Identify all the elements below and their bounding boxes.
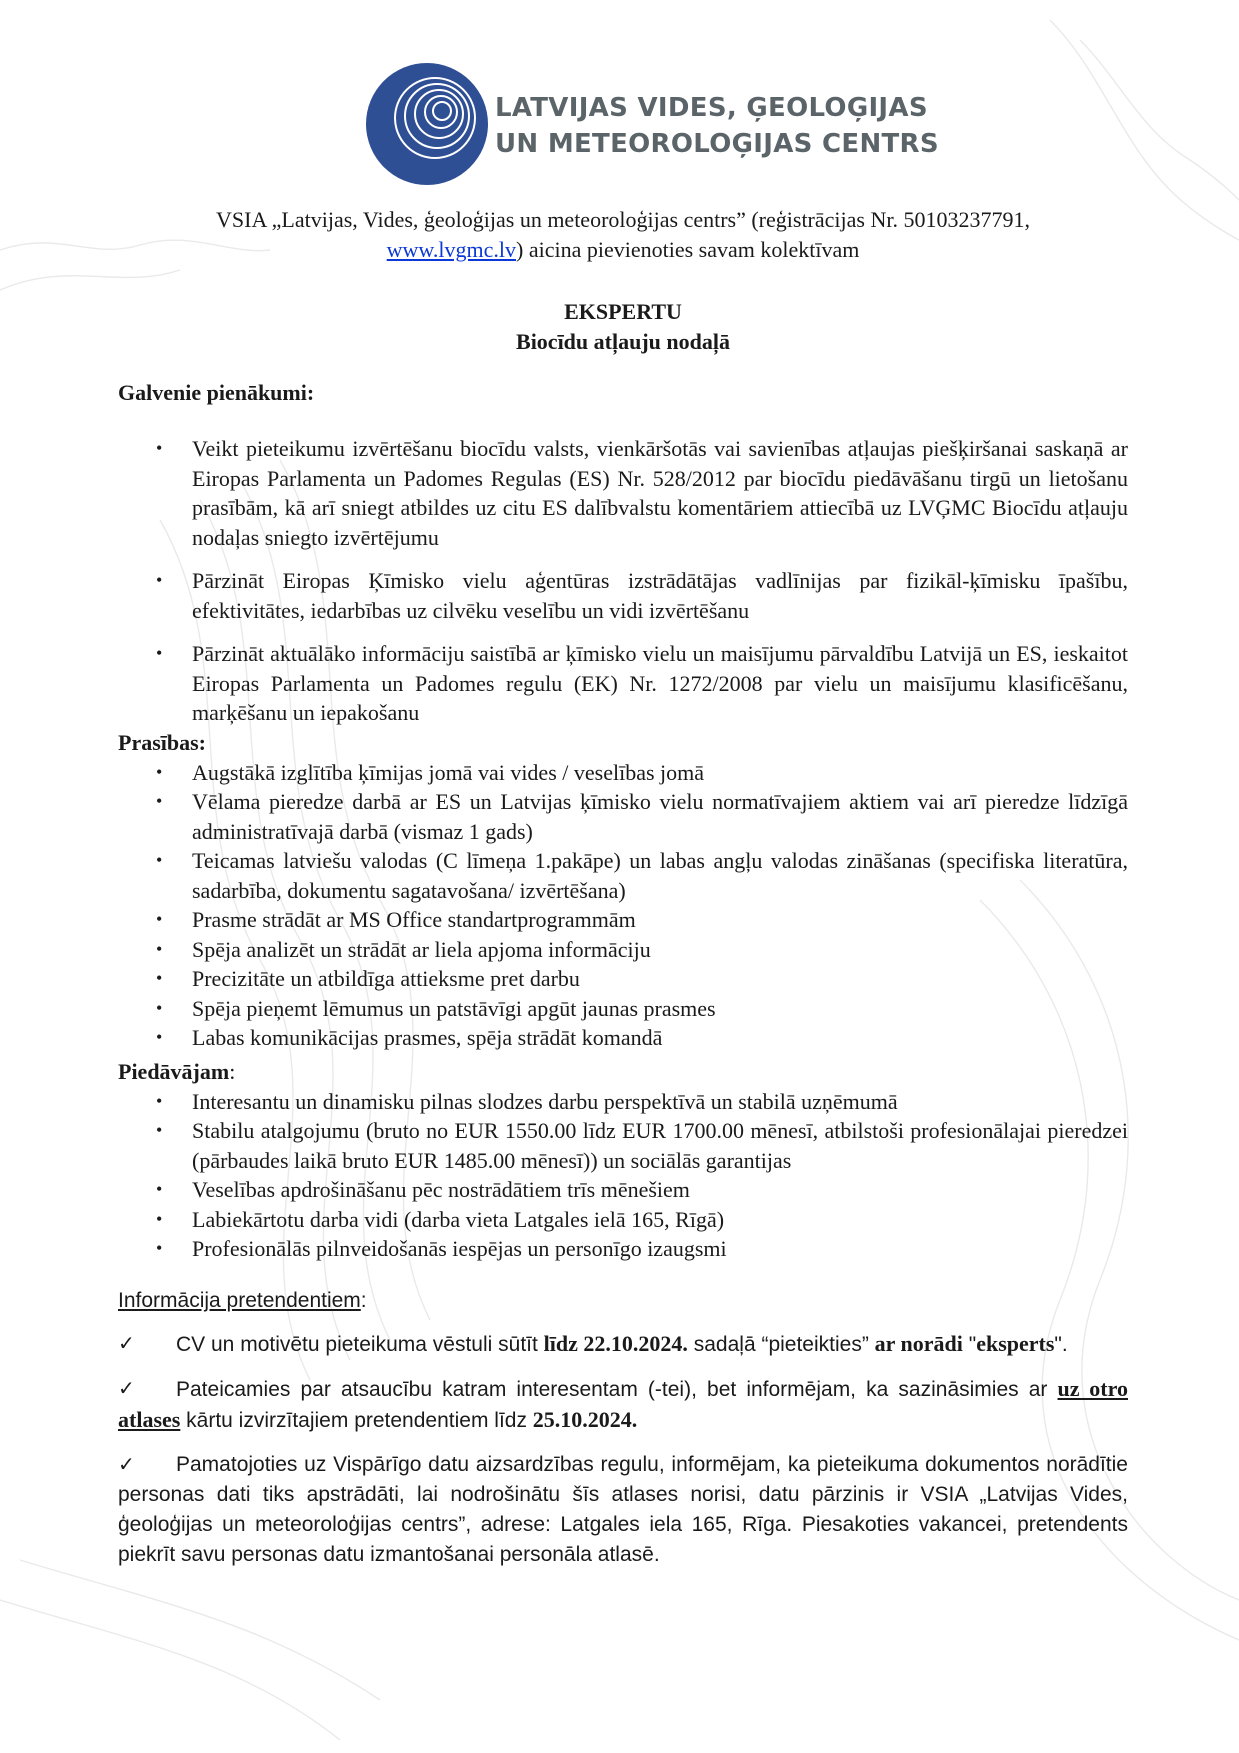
intro-text-2: ) aicina pievienoties savam kolektīvam bbox=[516, 237, 860, 262]
list-item: • Spēja analizēt un strādāt ar liela apjoma informāciju bbox=[118, 935, 1128, 965]
requirements-list bbox=[118, 758, 1128, 1053]
list-item: • Interesantu un dinamisku pilnas slodzes darbu perspektīvā un stabilā uzņēmumā bbox=[118, 1087, 1128, 1117]
duties-heading: Galvenie pienākumi: bbox=[118, 380, 315, 405]
list-item: • Veikt pieteikumu izvērtēšanu biocīdu valsts, vienkāršotās vai savienības atļaujas piešķiršanai saskaņā ar Eiropas Parlamenta un Padomes Regulas (ES) Nr. 528/2012 par biocīdu piedāvāšanu tirgū un lietošanu prasībām, kā arī sniegt atbildes uz citu ES dalībvalstu komentāriem attiecībā uz LVĢMC Biocīdu atļauju nodaļas sniegto izvērtējumu bbox=[156, 436, 1128, 550]
bullet-icon: • bbox=[156, 938, 163, 959]
website-link[interactable]: www.lvgmc.lv bbox=[386, 237, 516, 262]
logo-wordmark bbox=[495, 90, 939, 162]
data-protection-note: ✓ Pamatojoties uz Vispārīgo datu aizsardzības regulu, informējam, ka pieteikuma dokumentos norādītie personas dati tiks apstrādāti, lai nodrošinātu šīs atlases norisi, datu pārzinis ir VSIA „Latvijas Vides, ģeoloģijas un meteoroloģijas centrs”, adrese: Latgales iela 165, Rīga. Piesakoties vakancei, pretendents piekrīt savu personas datu izmantošanai personāla atlasē. bbox=[118, 1450, 1128, 1570]
list-item: • Teicamas latviešu valodas (C līmeņa 1.pakāpe) un labas angļu valodas zināšanas (specifiska literatūra, sadarbība, dokumentu sagatavošana/ izvērtēšana) bbox=[156, 848, 1128, 903]
logo-line-2: UN METEOROLOĢIJAS CENTRS bbox=[495, 129, 939, 159]
checkmark-icon: ✓ bbox=[118, 1454, 135, 1476]
list-item: • Labas komunikācijas prasmes, spēja strādāt komandā bbox=[118, 1023, 1128, 1053]
bullet-icon: • bbox=[156, 761, 163, 782]
bullet-icon: • bbox=[156, 850, 163, 870]
bullet-icon: • bbox=[156, 643, 163, 663]
intro-paragraph bbox=[118, 205, 1128, 265]
list-item: • Stabilu atalgojumu (bruto no EUR 1550.00 līdz EUR 1700.00 mēnesī, atbilstoši profesionālajai pieredzei (pārbaudes laikā bruto EUR 1485.00 mēnesī)) un sociālās garantijas bbox=[156, 1118, 1128, 1173]
logo-line-1: LATVIJAS VIDES, ĢEOLOĢIJAS bbox=[495, 93, 928, 123]
document-body bbox=[118, 378, 1128, 1570]
list-item: • Precizitāte un atbildīga attieksme pret darbu bbox=[118, 964, 1128, 994]
concentric-circles-logo-icon bbox=[365, 62, 490, 187]
requirements-heading: Prasības: bbox=[118, 729, 206, 755]
bullet-icon: • bbox=[156, 1208, 163, 1229]
list-item: • Pārzināt Eiropas Ķīmisko vielu aģentūras izstrādātājas vadlīnijas par fizikāl-ķīmisku īpašību, efektivitātes, iedarbības uz cilvēku veselību un vidi izvērtēšanu bbox=[156, 568, 1128, 623]
application-deadline-note: ✓ CV un motivētu pieteikuma vēstuli sūtīt līdz 22.10.2024. sadaļā “pieteikties” ar norādi "eksperts". bbox=[118, 1329, 1128, 1360]
bullet-icon: • bbox=[156, 570, 163, 590]
list-item: • Vēlama pieredze darbā ar ES un Latvijas ķīmisko vielu normatīvajiem aktiem vai arī pieredze līdzīgā administratīvajā darbā (vismaz 1 gads) bbox=[156, 789, 1128, 844]
list-item: • Profesionālās pilnveidošanās iespējas un personīgo izaugsmi bbox=[118, 1234, 1128, 1264]
checkmark-icon: ✓ bbox=[118, 1333, 135, 1355]
bullet-icon: • bbox=[156, 1027, 163, 1047]
list-item: • Spēja pieņemt lēmumus un patstāvīgi apgūt jaunas prasmes bbox=[118, 994, 1128, 1024]
bullet-icon: • bbox=[156, 1179, 163, 1199]
bullet-icon: • bbox=[156, 1090, 163, 1111]
bullet-icon: • bbox=[156, 438, 163, 458]
list-item: • Veselības apdrošināšanu pēc nostrādātiem trīs mēnešiem bbox=[118, 1175, 1128, 1205]
checkmark-icon: ✓ bbox=[118, 1378, 135, 1400]
offers-list bbox=[118, 1087, 1128, 1264]
position-title: EKSPERTU bbox=[564, 299, 682, 324]
intro-text-1: VSIA „Latvijas, Vides, ģeoloģijas un meteoroloģijas centrs” (reģistrācijas Nr. 50103237791, bbox=[216, 207, 1030, 232]
bullet-icon: • bbox=[156, 968, 163, 988]
bullet-icon: • bbox=[156, 909, 163, 929]
bullet-icon: • bbox=[156, 1120, 163, 1140]
info-heading: Informācija pretendentiem: bbox=[118, 1288, 367, 1312]
offers-heading: Piedāvājam: bbox=[118, 1058, 236, 1084]
job-title bbox=[118, 297, 1128, 357]
bullet-icon: • bbox=[156, 791, 163, 811]
list-item: • Labiekārtotu darba vidi (darba vieta Latgales ielā 165, Rīgā) bbox=[118, 1205, 1128, 1235]
bullet-icon: • bbox=[156, 1238, 163, 1258]
department-title: Biocīdu atļauju nodaļā bbox=[516, 329, 730, 354]
organization-logo bbox=[365, 62, 939, 192]
bullet-icon: • bbox=[156, 997, 163, 1018]
list-item: • Prasme strādāt ar MS Office standartprogrammām bbox=[118, 905, 1128, 935]
selection-notice-note: ✓ Pateicamies par atsaucību katram interesentam (-tei), bet informējam, ka sazināsimies ar uz otro atlases kārtu izvirzītajiem pretendentiem līdz 25.10.2024. bbox=[118, 1376, 1128, 1432]
duties-list bbox=[118, 434, 1128, 728]
list-item: • Pārzināt aktuālāko informāciju saistībā ar ķīmisko vielu un maisījumu pārvaldību Latvijā un ES, ieskaitot Eiropas Parlamenta un Padomes regulu (EK) Nr. 1272/2008 par vielu un maisījumu klasificēšanu, marķēšanu un iepakošanu bbox=[156, 641, 1128, 725]
list-item: • Augstākā izglītība ķīmijas jomā vai vides / veselības jomā bbox=[118, 758, 1128, 788]
